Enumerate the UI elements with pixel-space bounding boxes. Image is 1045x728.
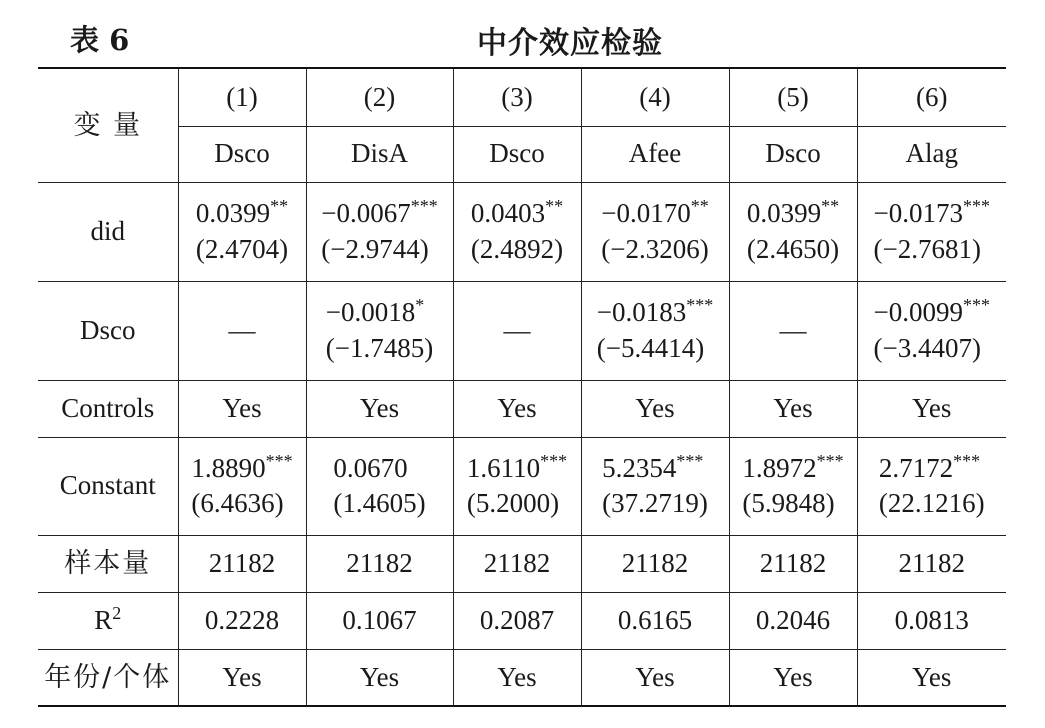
- significance-stars: ***: [816, 450, 844, 471]
- row-sample-size: [38, 535, 1006, 592]
- coefficient: −0.0099***: [873, 295, 990, 328]
- fixed-effects-value: Yes: [178, 649, 306, 706]
- result-cell: [857, 281, 1006, 380]
- fixed-effects-value: Yes: [581, 649, 729, 706]
- significance-stars: ***: [686, 295, 714, 316]
- significance-stars: ***: [962, 196, 990, 217]
- column-number: (6): [857, 68, 1006, 126]
- fixed-effects-value: Yes: [729, 649, 857, 706]
- coefficient: −0.0183***: [596, 295, 714, 328]
- dash-placeholder: —: [779, 314, 807, 345]
- result-cell: [453, 182, 581, 281]
- column-number: (2): [306, 68, 453, 126]
- significance-stars: **: [545, 196, 564, 217]
- result-cell: [857, 437, 1006, 535]
- significance-stars: ***: [676, 450, 704, 471]
- row-fixed-effects: [38, 649, 1006, 706]
- row-label: Constant: [38, 437, 178, 535]
- result-cell: [178, 437, 306, 535]
- result-cell: [729, 437, 857, 535]
- dependent-variable: Dsco: [178, 126, 306, 182]
- row-r-squared: [38, 592, 1006, 649]
- significance-stars: ***: [953, 450, 981, 471]
- regression-table: [38, 67, 1006, 707]
- fixed-effects-value: Yes: [453, 649, 581, 706]
- row-label: 样本量: [38, 535, 178, 592]
- significance-stars: ***: [540, 450, 568, 471]
- result-cell: [857, 182, 1006, 281]
- coefficient: 0.0399**: [746, 196, 840, 229]
- coefficient: 2.7172***: [878, 450, 981, 483]
- sample-size-value: 21182: [857, 535, 1006, 592]
- result-cell: [729, 182, 857, 281]
- r-squared-value: 0.2228: [178, 592, 306, 649]
- row-label: Controls: [38, 380, 178, 437]
- coefficient: −0.0173***: [873, 196, 990, 229]
- coefficient: 1.8890***: [191, 450, 293, 483]
- result-cell: [306, 281, 453, 380]
- sample-size-value: 21182: [178, 535, 306, 592]
- t-statistic: (−2.7681): [873, 233, 981, 264]
- coefficient: 1.8972***: [742, 450, 844, 483]
- row-label: 年份/个体: [38, 649, 178, 706]
- sample-size-value: 21182: [581, 535, 729, 592]
- r-squared-value: 0.2046: [729, 592, 857, 649]
- controls-value: Yes: [178, 380, 306, 437]
- dependent-variable: Dsco: [729, 126, 857, 182]
- fixed-effects-value: Yes: [857, 649, 1006, 706]
- row-label: Dsco: [38, 281, 178, 380]
- t-statistic: (−5.4414): [596, 332, 705, 363]
- table-title: 中介效应检验: [477, 26, 663, 61]
- significance-stars: *: [415, 295, 425, 316]
- result-cell: [581, 182, 729, 281]
- t-statistic: (5.2000): [466, 488, 560, 518]
- controls-value: Yes: [581, 380, 729, 437]
- coefficient: 1.6110***: [466, 450, 568, 483]
- significance-stars: ***: [410, 196, 438, 217]
- t-statistic: (2.4892): [470, 233, 564, 264]
- coefficient: −0.0067***: [321, 196, 438, 229]
- coefficient: 5.2354***: [602, 450, 704, 483]
- r-squared-value: 0.0813: [857, 592, 1006, 649]
- significance-stars: **: [821, 196, 840, 217]
- coefficient: 0.0399**: [195, 196, 289, 229]
- dependent-variable: DisA: [306, 126, 453, 182]
- header-row-numbers: [38, 68, 1006, 126]
- dependent-variable: Alag: [857, 126, 1006, 182]
- controls-value: Yes: [729, 380, 857, 437]
- empty-cell: [178, 281, 306, 380]
- variable-header: 变 量: [38, 68, 178, 182]
- column-number: (4): [581, 68, 729, 126]
- controls-value: Yes: [857, 380, 1006, 437]
- significance-stars: **: [270, 196, 289, 217]
- row-controls: [38, 380, 1006, 437]
- t-statistic: (−3.4407): [873, 332, 981, 363]
- superscript-2: 2: [112, 602, 122, 623]
- t-statistic: (2.4650): [746, 233, 840, 264]
- row-label: $R^2$: [38, 592, 178, 649]
- t-statistic: (1.4605): [333, 488, 426, 518]
- header-row-dependent: [38, 126, 1006, 182]
- column-number: (5): [729, 68, 857, 126]
- controls-value: Yes: [306, 380, 453, 437]
- row-dsco: [38, 281, 1006, 380]
- t-statistic: (2.4704): [195, 233, 289, 264]
- fixed-effects-value: Yes: [306, 649, 453, 706]
- sample-size-value: 21182: [306, 535, 453, 592]
- result-cell: [178, 182, 306, 281]
- r-squared-value: 0.1067: [306, 592, 453, 649]
- table-number: 表 6: [70, 23, 130, 57]
- dash-placeholder: —: [503, 314, 531, 345]
- result-cell: [581, 281, 729, 380]
- t-statistic: (−1.7485): [325, 332, 434, 363]
- t-statistic: (37.2719): [602, 488, 708, 518]
- significance-stars: ***: [962, 295, 990, 316]
- t-statistic: (−2.3206): [601, 233, 709, 264]
- t-statistic: (5.9848): [742, 488, 835, 518]
- r-squared-value: 0.6165: [581, 592, 729, 649]
- coefficient: 0.0403**: [470, 196, 564, 229]
- result-cell: [306, 437, 453, 535]
- sample-size-value: 21182: [729, 535, 857, 592]
- result-cell: [581, 437, 729, 535]
- coefficient: −0.0018*: [325, 295, 425, 328]
- row-did: [38, 182, 1006, 281]
- row-constant: [38, 437, 1006, 535]
- empty-cell: [453, 281, 581, 380]
- column-number: (3): [453, 68, 581, 126]
- dependent-variable: Afee: [581, 126, 729, 182]
- controls-value: Yes: [453, 380, 581, 437]
- t-statistic: (−2.9744): [321, 233, 429, 264]
- empty-cell: [729, 281, 857, 380]
- result-cell: [453, 437, 581, 535]
- table-caption: [0, 18, 1045, 62]
- sample-size-value: 21182: [453, 535, 581, 592]
- significance-stars: **: [690, 196, 709, 217]
- significance-stars: ***: [265, 450, 293, 471]
- column-number: (1): [178, 68, 306, 126]
- coefficient: −0.0170**: [601, 196, 709, 229]
- t-statistic: (6.4636): [191, 488, 284, 518]
- result-cell: [306, 182, 453, 281]
- r-squared-value: 0.2087: [453, 592, 581, 649]
- coefficient: 0.0670: [333, 452, 408, 483]
- dash-placeholder: —: [228, 314, 256, 345]
- dependent-variable: Dsco: [453, 126, 581, 182]
- row-label: did: [38, 182, 178, 281]
- t-statistic: (22.1216): [878, 488, 985, 518]
